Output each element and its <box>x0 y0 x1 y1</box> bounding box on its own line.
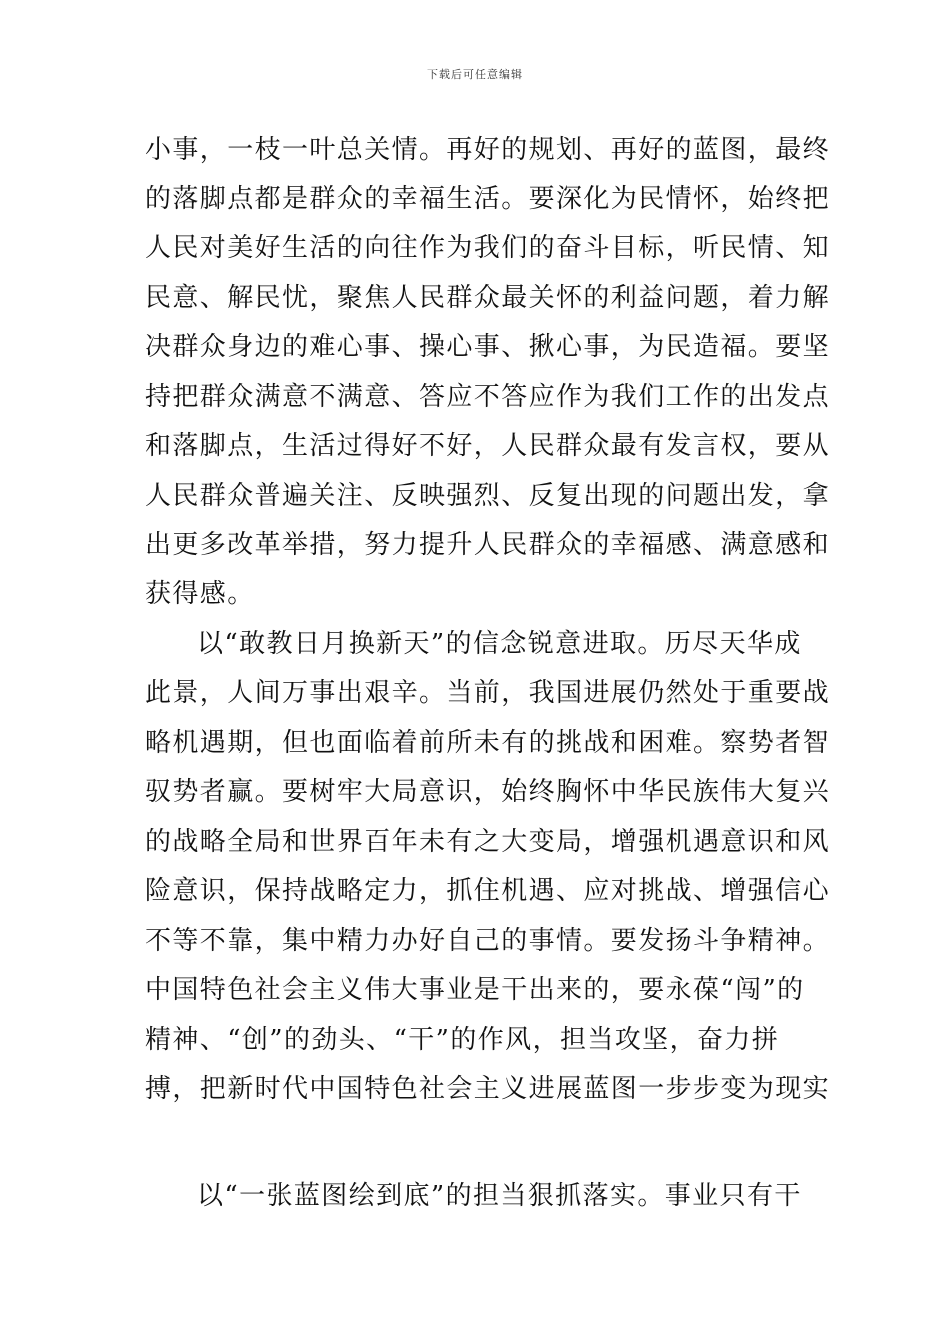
text-line: 人民群众普遍关注、反映强烈、反复出现的问题出发，拿 <box>145 481 831 511</box>
text-line: 获得感。 <box>145 579 255 609</box>
text-line: 略机遇期，但也面临着前所未有的挑战和困难。察势者智 <box>145 728 831 758</box>
text-line: 小事，一枝一叶总关情。再好的规划、再好的蓝图，最终 <box>145 135 831 165</box>
text-line: 的落脚点都是群众的幸福生活。要深化为民情怀，始终把 <box>145 184 831 214</box>
text-line: 出更多改革举措，努力提升人民群众的幸福感、满意感和 <box>145 530 831 560</box>
text-line: 的战略全局和世界百年未有之大变局，增强机遇意识和风 <box>145 827 831 857</box>
paragraph-first-line: 以“一张蓝图绘到底”的担当狠抓落实。事业只有干 <box>197 1181 802 1211</box>
text-line: 精神、“创”的劲头、“干”的作风，担当攻坚，奋力拼 <box>145 1025 780 1055</box>
page-header-note: 下载后可任意编辑 <box>427 68 523 81</box>
text-line: 此景，人间万事出艰辛。当前，我国进展仍然处于重要战 <box>145 678 831 708</box>
text-line: 和落脚点，生活过得好不好，人民群众最有发言权，要从 <box>145 431 831 461</box>
text-line: 驭势者赢。要树牢大局意识，始终胸怀中华民族伟大复兴 <box>145 777 831 807</box>
paragraph-first-line: 以“敢教日月换新天”的信念锐意进取。历尽天华成 <box>197 629 802 659</box>
text-line: 险意识，保持战略定力，抓住机遇、应对挑战、增强信心 <box>145 876 831 906</box>
text-line: 民意、解民忧，聚焦人民群众最关怀的利益问题，着力解 <box>145 283 831 313</box>
text-line: 持把群众满意不满意、答应不答应作为我们工作的出发点 <box>145 382 831 412</box>
text-line: 搏，把新时代中国特色社会主义进展蓝图一步步变为现实 <box>145 1074 831 1104</box>
text-line: 人民对美好生活的向往作为我们的奋斗目标，听民情、知 <box>145 233 831 263</box>
text-line: 不等不靠，集中精力办好自己的事情。要发扬斗争精神。 <box>145 926 831 956</box>
text-line: 中国特色社会主义伟大事业是干出来的，要永葆“闯”的 <box>145 975 805 1005</box>
text-line: 决群众身边的难心事、操心事、揪心事，为民造福。要坚 <box>145 332 831 362</box>
